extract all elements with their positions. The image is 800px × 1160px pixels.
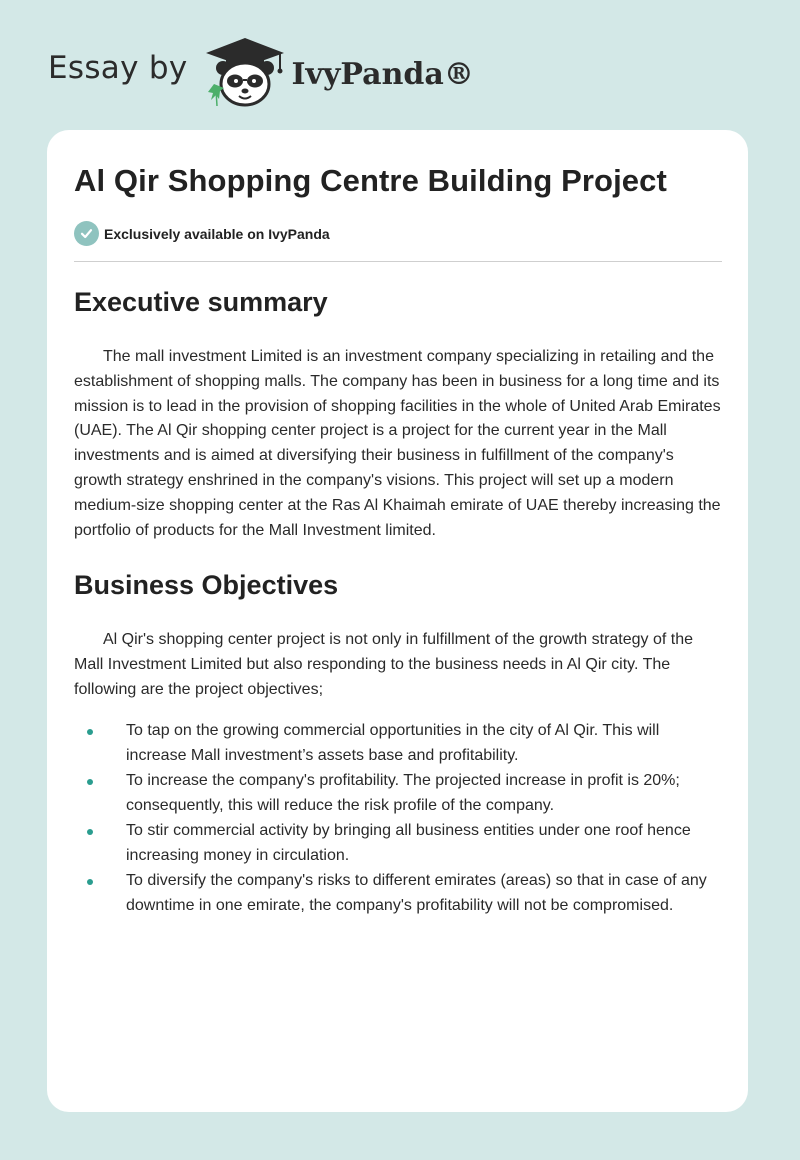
list-item-text: To tap on the growing commercial opportunities in the city of Al Qir. This will increase Mall investment’s assets base and profitability. xyxy=(126,721,660,764)
list-item xyxy=(74,719,722,769)
ivypanda-brand-name[interactable]: IvyPanda® xyxy=(291,56,474,92)
list-item-text: To increase the company's profitability. The projected increase in profit is 20%; consequently, this will reduce the risk profile of the company. xyxy=(126,771,680,814)
objectives-list xyxy=(74,719,722,919)
section-paragraph: Al Qir's shopping center project is not only in fulfillment of the growth strategy of the Mall Investment Limited but also responding to the business needs in Al Qir city. The following are the project objectives; xyxy=(74,631,694,698)
list-item-text: To diversify the company's risks to different emirates (areas) so that in case of any downtime in one emirate, the company's profitability will not be compromised. xyxy=(126,872,707,915)
divider xyxy=(74,261,722,262)
bullet-icon xyxy=(87,879,93,885)
panda-graduate-logo-icon[interactable] xyxy=(202,36,288,108)
bullet-icon xyxy=(87,829,93,835)
list-item xyxy=(74,869,722,919)
page-title: Al Qir Shopping Centre Building Project xyxy=(74,163,667,198)
bullet-icon xyxy=(87,729,93,735)
bullet-icon xyxy=(87,779,93,785)
section-heading: Business Objectives xyxy=(74,570,339,601)
essay-by-label: Essay by xyxy=(48,50,188,86)
site-header xyxy=(48,36,474,108)
section-heading: Executive summary xyxy=(74,287,328,317)
exclusive-badge-row xyxy=(74,221,330,246)
list-item-text: To stir commercial activity by bringing all business entities under one roof hence increasing money in circulation. xyxy=(126,822,691,864)
check-icon xyxy=(74,221,99,246)
exclusive-label: Exclusively available on IvyPanda xyxy=(104,225,330,242)
section-paragraph: The mall investment Limited is an investment company specializing in retailing and the establishment of shopping malls. The company has been in business for a long time and its mission is to lead in the provision of shopping facilities in the whole of United Arab Emirates (UAE). The Al Qir shopping center project is a project for the current year in the Mall investments and is aimed at diversifying their business in fulfillment of the company's growth strategy enshrined in the company's visions. This project will set up a modern medium-size shopping center at the Ras Al Khaimah emirate of UAE thereby increasing the portfolio of products for the Mall Investment limited. xyxy=(74,348,721,539)
essay-content xyxy=(74,280,722,920)
section-business-objectives xyxy=(74,563,722,919)
list-item xyxy=(74,769,722,819)
list-item xyxy=(74,819,722,869)
essay-card xyxy=(47,130,748,1112)
section-executive-summary xyxy=(74,280,722,543)
